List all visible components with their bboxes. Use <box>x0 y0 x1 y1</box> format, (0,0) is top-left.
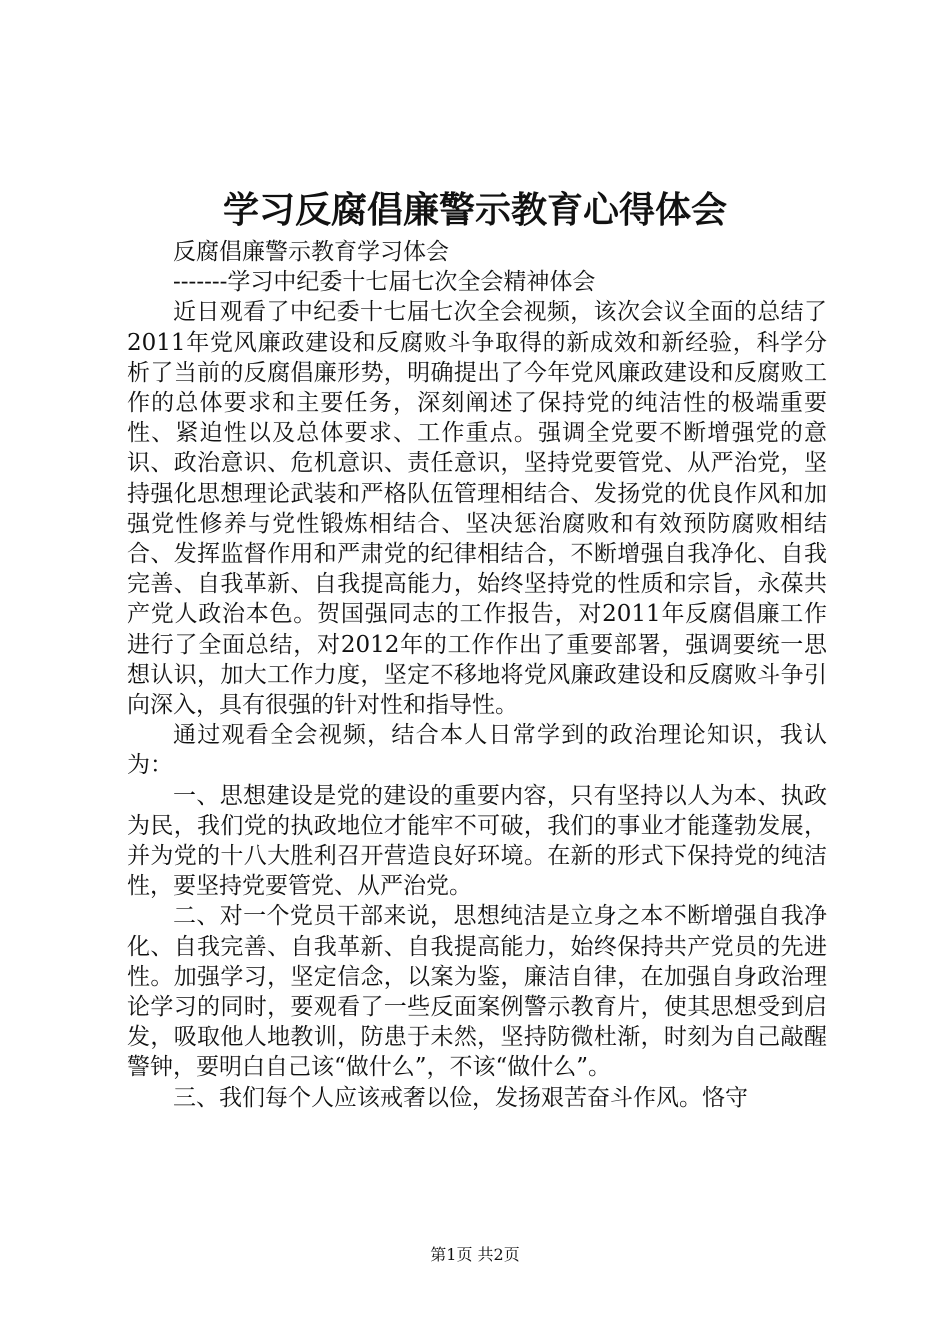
body-paragraph: 通过观看全会视频，结合本人日常学到的政治理论知识，我认为： <box>127 722 827 779</box>
subtitle-paragraph: 反腐倡廉警示教育学习体会 <box>173 239 449 265</box>
subheading-paragraph: -------学习中纪委十七届七次全会精神体会 <box>173 269 596 296</box>
page-number-footer: 第1页 共2页 <box>430 1245 520 1264</box>
document-title: 学习反腐倡廉警示教育心得体会 <box>222 189 727 231</box>
body-paragraph: 二、对一个党员干部来说，思想纯洁是立身之本不断增强自我净化、自我完善、自我革新、自我提高能力，始终保持共产党员的先进性。加强学习，坚定信念，以案为鉴，廉洁自律，在加强自身政治理论学习的同时，要观看了一些反面案例警示教育片，使其思想受到启发，吸取他人地教训，防患于未然，坚持防微杜渐，时刻为自己敲醒警钟，要明白自己该“做什么”，不该“做什么”。 <box>127 903 827 1081</box>
document-body <box>127 237 827 1113</box>
body-paragraph: 一、思想建设是党的建设的重要内容，只有坚持以人为本、执政为民，我们党的执政地位才能牢不可破，我们的事业才能蓬勃发展，并为党的十八大胜利召开营造良好环境。在新的形式下保持党的纯洁性，要坚持党要管党、从严治党。 <box>127 782 827 900</box>
body-paragraph: 三、我们每个人应该戒奢以俭，发扬艰苦奋斗作风。恪守 <box>173 1084 748 1111</box>
body-paragraph: 近日观看了中纪委十七届七次全会视频，该次会议全面的总结了2011年党风廉政建设和反腐败斗争取得的新成效和新经验，科学分析了当前的反腐倡廉形势，明确提出了今年党风廉政建设和反腐败工作的总体要求和主要任务，深刻阐述了保持党的纯洁性的极端重要性、紧迫性以及总体要求、工作重点。强调全党要不断增强党的意识、政治意识、危机意识、责任意识，坚持党要管党、从严治党，坚持强化思想理论武装和严格队伍管理相结合、发扬党的优良作风和加强党性修养与党性锻炼相结合、坚决惩治腐败和有效预防腐败相结合、发挥监督作用和严肃党的纪律相结合，不断增强自我净化、自我完善、自我革新、自我提高能力，始终坚持党的性质和宗旨，永葆共产党人政治本色。贺国强同志的工作报告，对2011年反腐倡廉工作进行了全面总结，对2012年的工作作出了重要部署，强调要统一思想认识，加大工作力度，坚定不移地将党风廉政建设和反腐败斗争引向深入，具有很强的针对性和指导性。 <box>127 299 827 719</box>
